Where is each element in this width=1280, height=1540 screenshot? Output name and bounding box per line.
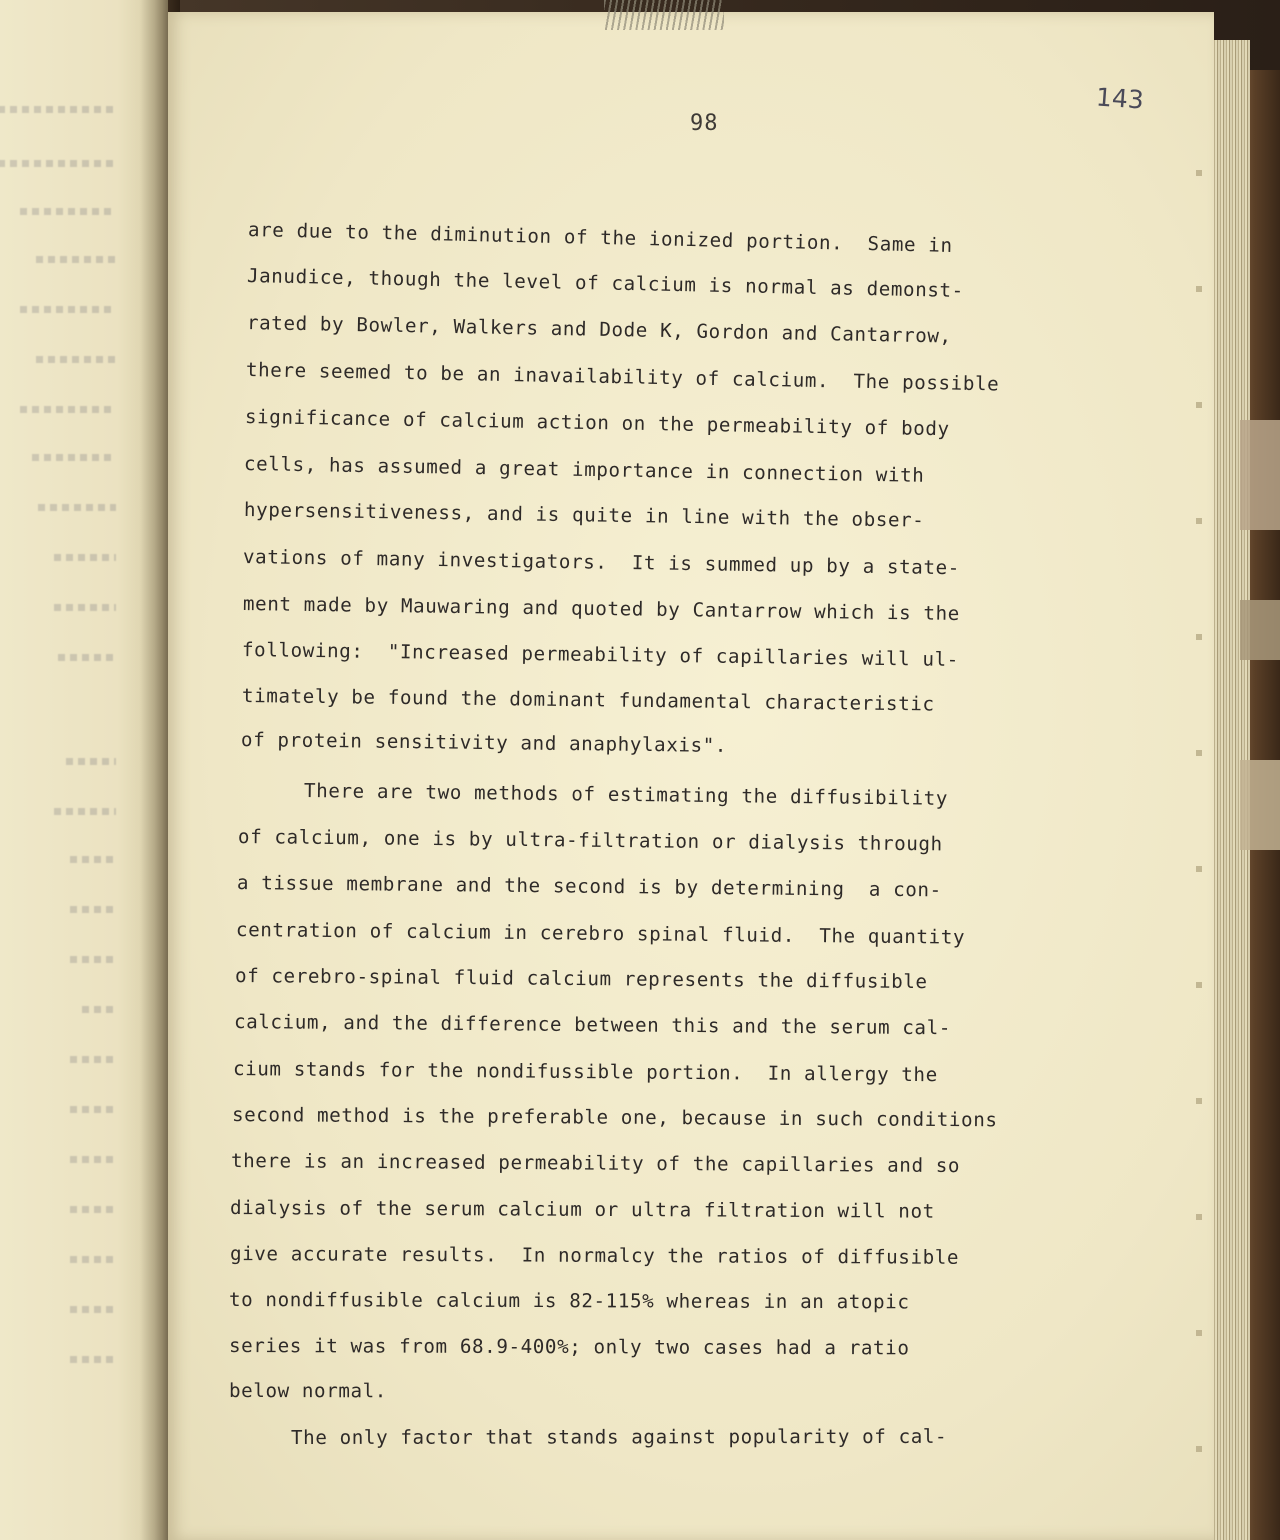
text-line: significance of calcium action on the permeability of body bbox=[244, 405, 950, 441]
text-line: there is an increased permeability of the capillaries and so bbox=[230, 1149, 961, 1178]
text-line: centration of calcium in cerebro spinal fluid. The quantity bbox=[235, 918, 966, 949]
text-line: below normal. bbox=[228, 1379, 388, 1403]
text-line: following: "Increased permeability of capillaries will ul- bbox=[241, 638, 960, 672]
text-line: second method is the preferable one, because in such conditions bbox=[231, 1103, 998, 1132]
text-line: vations of many investigators. It is summed up by a state- bbox=[242, 545, 961, 580]
text-line: of cerebro-spinal fluid calcium represents the diffusible bbox=[234, 964, 928, 994]
text-line: There are two methods of estimating the diffusibility bbox=[303, 779, 949, 810]
text-line: to nondiffusible calcium is 82-115% whereas in an atopic bbox=[228, 1288, 910, 1314]
text-line: series it was from 68.9-400%; only two cases had a ratio bbox=[228, 1334, 910, 1360]
text-line: cells, has assumed a great importance in connection with bbox=[243, 452, 925, 487]
text-line: hypersensitiveness, and is quite in line with the obser- bbox=[243, 498, 925, 532]
text-line: ment made by Mauwaring and quoted by Cantarrow which is the bbox=[242, 592, 961, 626]
page-number: 98 bbox=[690, 111, 719, 136]
text-line: of calcium, one is by ultra-filtration or dialysis through bbox=[237, 825, 943, 856]
text-line: cium stands for the nondifussible portion. In allergy the bbox=[232, 1057, 938, 1087]
text-line: The only factor that stands against popularity of cal- bbox=[290, 1424, 948, 1449]
text-line: dialysis of the serum calcium or ultra filtration will not bbox=[229, 1196, 935, 1223]
text-line: timately be found the dominant fundamental characteristic bbox=[241, 684, 935, 716]
text-line: there seemed to be an inavailability of calcium. The possible bbox=[245, 358, 1000, 396]
text-line: of protein sensitivity and anaphylaxis". bbox=[240, 728, 728, 757]
handwritten-page-annotation: 143 bbox=[1095, 82, 1145, 115]
text-line: rated by Bowler, Walkers and Dode K, Gordon and Cantarrow, bbox=[246, 311, 952, 348]
text-line: a tissue membrane and the second is by determining a con- bbox=[236, 871, 942, 902]
text-line: are due to the diminution of the ionized portion. Same in bbox=[247, 218, 953, 257]
text-line: Janudice, though the level of calcium is normal as demonst- bbox=[246, 264, 965, 303]
text-line: calcium, and the difference between this and the serum cal- bbox=[233, 1010, 952, 1040]
text-line: give accurate results. In normalcy the ratios of diffusible bbox=[229, 1242, 960, 1269]
